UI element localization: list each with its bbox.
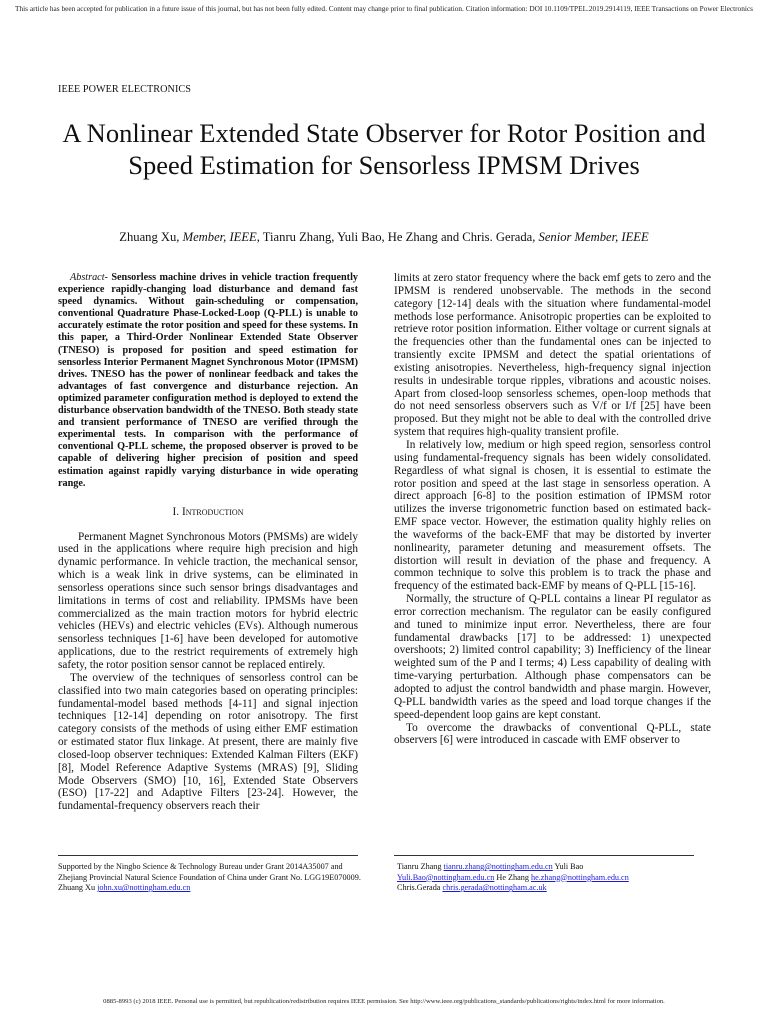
abstract-label: Abstract-: [70, 272, 108, 283]
author-membership: Senior Member, IEEE: [538, 230, 649, 244]
footnote-contacts: [397, 862, 707, 894]
section-number: I.: [172, 505, 182, 518]
footnote-rule: [58, 855, 358, 856]
accepted-article-banner: This article has been accepted for publication in a future issue of this journal, but has not been fully edited. Content may change prior to final publication. Citation information: DOI 10.1109/TPEL.2019.2914119, IEEE Transactions on Power Electronics: [15, 4, 753, 13]
email-link[interactable]: he.zhang@nottingham.edu.cn: [530, 872, 629, 882]
paragraph: Normally, the structure of Q-PLL contains a linear PI regulator as error correction mechanism. The regulator can be easily configured and tuned to minimize input error. Nevertheless, there are four fundamental drawbacks [17] to be addressed: 1) unexpected overshoots; 2) limited control capability; 3) Inefficiency of the linear weighted sum of the P and I terms; 4) Less capability of dealing with time-varying perturbation. Although phase compensators can be adopted to adjust the control bandwidth and phase margin. However, Q-PLL bandwidth varies as the speed and load torque changes if the speed-dependent loop gains are kept constant.: [394, 593, 711, 721]
paragraph: In relatively low, medium or high speed region, sensorless control using fundamental-frequency signals has been widely consolidated. Regardless of what signal is chosen, it is essential to estimate the rotor position and speed at the last stage in sensorless operation. A direct approach [6-8] to the position estimation of IPMSM rotor utilizes the inverse trigonometric function based on estimated back-EMF space vector. However, the estimation quality highly relies on the waveforms of the back-EMF that may be distorted by inverter nonlinearity, parameter detuning and measurement offsets. The distortion will result in deviation of the phase and frequency. A common technique to solve this problem is to track the phase and frequency of the estimated back-EMF by means of Q-PLL [15-16].: [394, 438, 711, 593]
contact-name: Chris.Gerada: [397, 883, 443, 893]
right-column: [394, 272, 711, 747]
section-heading-introduction: [58, 506, 358, 519]
footnote-text: Supported by the Ningbo Science & Technology Bureau under Grant 2014A35007 and Zhejiang Provincial Natural Science Foundation of China under Grant No. LGG19E070009. Zhuang Xu: [58, 862, 361, 893]
copyright-footer: 0885-8993 (c) 2018 IEEE. Personal use is permitted, but republication/redistribution requires IEEE permission. See http://www.ieee.org/publications_standards/publications/rights/index.html for more information.: [103, 998, 665, 1005]
author-name: Zhuang Xu,: [119, 230, 183, 244]
paragraph: limits at zero stator frequency where the back emf gets to zero and the IPMSM is rendered unobservable. The methods in the second category [12-14] deals with the situation where fundamental-model methods lose performance. Anisotropic properties can be exploited to retrieve rotor position information. Either voltage or current signals at the frequencies other than the fundamental ones can be injected to transiently excite IPMSM and detect the spatial orientations of existing anisotropies. Nevertheless, high-frequency signal injection results in undesirable torque ripples, vibrations and acoustic noises. Apart from closed-loop sensorless schemes, open-loop methods that do not need sensorless observers such as V/f or I/f [25] have been proposed. But they might not be able to deal with the controlled drive system that requires high-quality transient profile.: [394, 272, 711, 439]
paragraph: To overcome the drawbacks of conventional Q-PLL, state observers [6] were introduced in cascade with EMF observer to: [394, 721, 711, 747]
email-link[interactable]: john.xu@nottingham.edu.cn: [97, 883, 191, 893]
section-title: Introduction: [181, 505, 244, 518]
contact-name: Yuli Bao: [552, 862, 584, 871]
paragraph: The overview of the techniques of sensorless control can be classified into two main categories based on operating principles: fundamental-model based methods [4-11] and signal injection techniques [12-14] depending on rotor anisotropy. The first category consists of the methods of using either EMF estimation or estimated stator flux linkage. At present, there are mainly five closed-loop observer techniques: Extended Kalman Filters (EKF) [8], Model Reference Adaptive Systems (MRAS) [9], Sliding Mode Observers (SMO) [10, 16], Extended State Observers (ESO) [17-22] and Adaptive Filters [23-24]. However, the fundamental-frequency observers reach their: [58, 671, 358, 813]
email-link[interactable]: tianru.zhang@nottingham.edu.cn: [443, 862, 553, 871]
abstract-text: Sensorless machine drives in vehicle traction frequently experience rapidly-changing load disturbance and demand fast speed dynamics. Without gain-scheduling or compensation, conventional Quadrature Phase-Locked-Loop (Q-PLL) is unable to accurately estimate the rotor position and speed for these systems. In this paper, a Third-Order Nonlinear Extended State Observer (TNESO) is proposed for position and speed estimation for sensorless Interior Permanent Magnet Synchronous Motor (IPMSM) drives. TNESO has the power of nonlinear feedback and takes the advantages of fast convergence and disturbance rejection. An optimized parameter configuration method is deployed to extend the disturbance observation bandwidth of the TNESO. Both steady state and transient performance of TNESO are verified through the experimental tests. In comparison with the performance of conventional Q-PLL scheme, the proposed observer is proved to be capable of delivering higher precision of position and speed estimation against rapidly varying disturbance in wide operating range.: [58, 272, 358, 489]
footnote-funding: [58, 862, 363, 894]
abstract: [58, 272, 358, 490]
footnote-rule: [394, 855, 694, 856]
journal-name: IEEE POWER ELECTRONICS: [58, 84, 191, 95]
left-column: [58, 272, 358, 813]
email-link[interactable]: chris.gerada@nottingham.ac.uk: [442, 883, 547, 893]
contact-name: Tianru Zhang: [397, 862, 444, 871]
paragraph: Permanent Magnet Synchronous Motors (PMSMs) are widely used in the applications where require high precision and high dynamic performance. In vehicle traction, the mechanical sensor, which is a weak link in drive systems, can be eliminated in sensorless operations since such sensor brings disadvantages and limitations in terms of cost and reliability. IPMSMs have been commercialized as the main traction motors for hybrid electric vehicles (HEVs) and electric vehicles (EVs). Although numerous sensorless techniques [1-6] have been developed for automotive applications, due to the restrict requirements of extremely high safety, the rotor position sensor cannot be replaced entirely.: [58, 530, 358, 671]
author-membership: Member, IEEE: [182, 230, 257, 244]
author-names: , Tianru Zhang, Yuli Bao, He Zhang and Chris. Gerada,: [256, 230, 539, 244]
email-link[interactable]: Yuli.Bao@nottingham.edu.cn: [397, 872, 495, 882]
author-list: [40, 230, 728, 245]
paper-title: A Nonlinear Extended State Observer for Rotor Position and Speed Estimation for Sensorless IPMSM Drives: [62, 118, 706, 180]
contact-name: He Zhang: [494, 872, 531, 882]
